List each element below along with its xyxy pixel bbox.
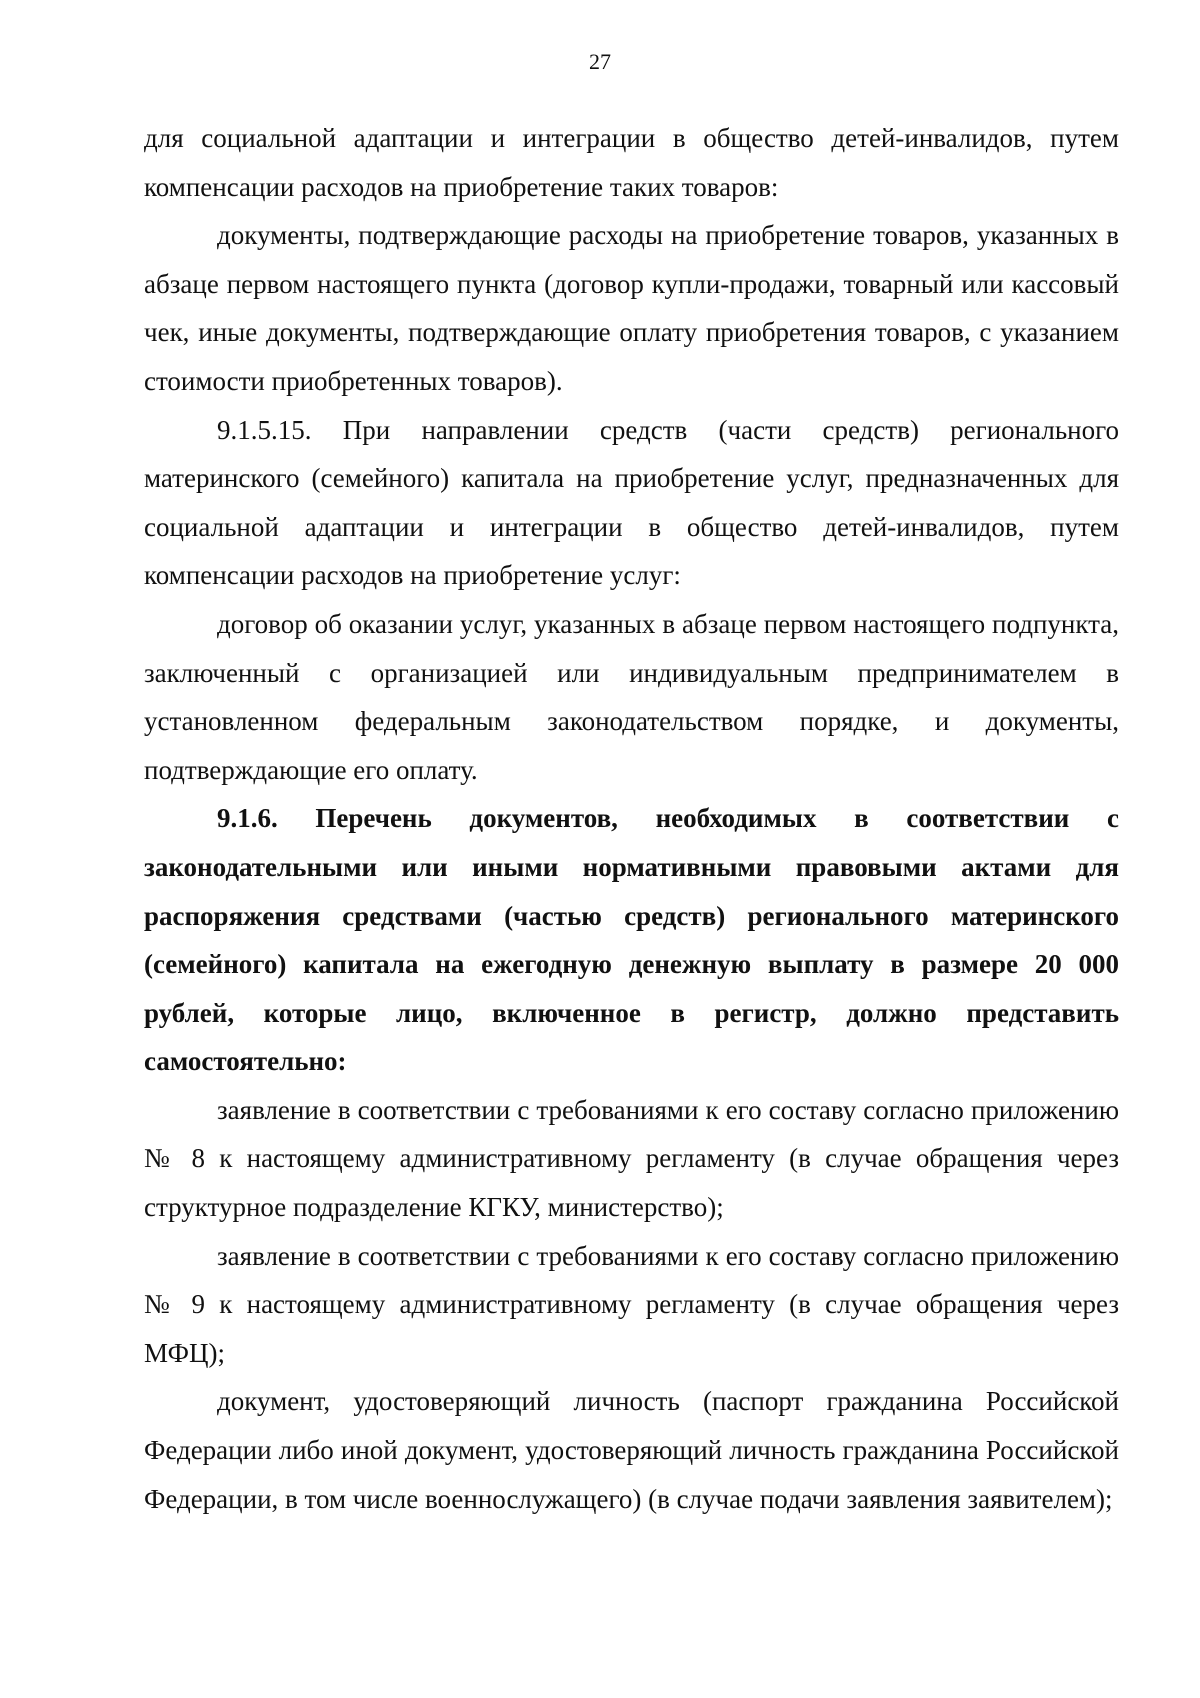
paragraph-continuation: для социальной адаптации и интеграции в общество детей-инвалидов, путем компенсации расходов на приобретение таких товаров: bbox=[144, 123, 1119, 202]
page-number: 27 bbox=[589, 49, 611, 74]
paragraph-application-annex-8: заявление в соответствии с требованиями к его составу согласно приложению № 8 к настоящему административному регламенту (в случае обращения через структурное подразделение КГКУ, министерство); bbox=[144, 1094, 1119, 1223]
paragraph-9-1-5-15: 9.1.5.15. При направлении средств (части средств) регионального материнского (семейного) капитала на приобретение услуг, предназначенных для социальной адаптации и интеграции в общество детей-инвалидов, путем компенсации расходов на приобретение услуг: bbox=[144, 414, 1119, 591]
document-body bbox=[144, 114, 1119, 1523]
paragraph-identity-document: документ, удостоверяющий личность (паспорт гражданина Российской Федерации либо иной документ, удостоверяющий личность гражданина Российской Федерации, в том числе военнослужащего) (в случае подачи заявления заявителем); bbox=[144, 1386, 1119, 1514]
paragraph-services-contract: договор об оказании услуг, указанных в абзаце первом настоящего подпункта, заключенный с организацией или индивидуальным предпринимателем в установленном федеральным законодательством порядке, и документы, подтверждающие его оплату. bbox=[144, 608, 1119, 785]
paragraph-application-annex-9: заявление в соответствии с требованиями к его составу согласно приложению № 9 к настоящему административному регламенту (в случае обращения через МФЦ); bbox=[144, 1240, 1119, 1368]
paragraph-goods-documents: документы, подтверждающие расходы на приобретение товаров, указанных в абзаце первом настоящего пункта (договор купли-продажи, товарный или кассовый чек, иные документы, подтверждающие оплату приобретения товаров, с указанием стоимости приобретенных товаров). bbox=[144, 220, 1119, 396]
section-heading-9-1-6: 9.1.6. Перечень документов, необходимых в соответствии с законодательными или иными нормативными правовыми актами для распоряжения средствами (частью средств) регионального материнского (семейного) капитала на ежегодную денежную выплату в размере 20 000 рублей, которые лицо, включенное в регистр, должно представить самостоятельно: bbox=[144, 803, 1119, 1077]
